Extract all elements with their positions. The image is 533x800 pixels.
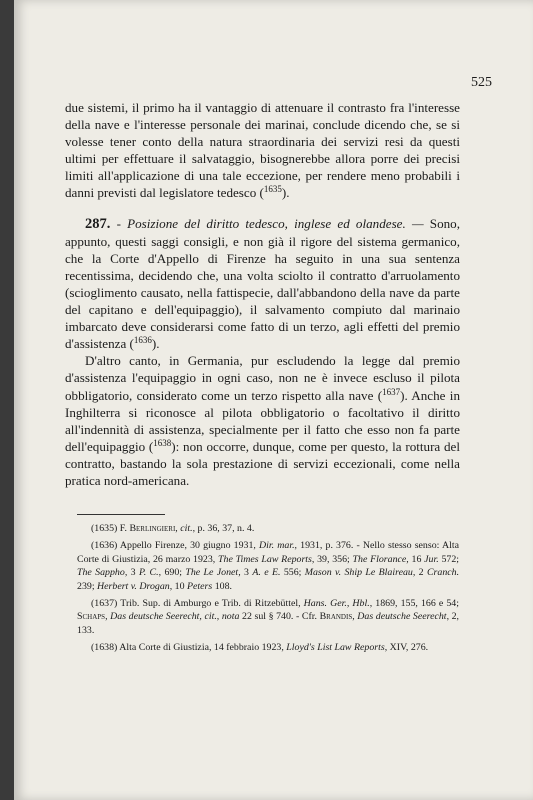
paragraph-1: due sistemi, il primo ha il vantaggio di attenuare il contrasto fra l'interesse della nave e l'interesse personale dei marinai, conclude dicendo che, se si volesse tener conto della natura straordinaria dei servizi resi da questi ultimi per effettuare il salvataggio, bisognerebbe allora porre dei precisi limiti all'applicazione di una tale eccezione, per rendere meno probabili i danni previsti dal legislatore tedesco ($^{1635}$). (65, 100, 460, 201)
footnotes (77, 522, 459, 659)
paragraph-2: 287. - Posizione del diritto tedesco, inglese ed olandese. — Sono, appunto, questi saggi consigli, e non già il rigore del sistema germanico, che la Corte d'Appello di Firenze ha seguito in una sua sentenza recentissima, decidendo che, una volta sciolto il contratto d'arruolamento (scioglimento causato, nella fattispecie, dall'abbandono della nave da parte del capitano e dell'equipaggio), il salvamento compiuto dal marinaio imbarcato deve considerarsi come fatto di un terzo, agli effetti del premio d'assistenza ($^{1636}$). (65, 215, 460, 352)
section-title: - Posizione del diritto tedesco, inglese ed olandese. — (116, 215, 424, 231)
footnote-ref-1638: 1638 (153, 437, 172, 448)
paragraph-3: D'altro canto, in Germania, pur escludendo la legge dal premio d'assistenza l'equipaggio in ogni caso, non ne è invece escluso il pilota obbligatorio, considerato come un terzo rispetto alla nave ($^{1637}$). Anche in Inghilterra si riconosce al pilota obbligatorio o facoltativo il diritto all'indennità di assistenza, specialmente per il fatto che esso non fa parte dell'equipaggio ($^{1638}$): non occorre, dunque, come per questo, la rottura del contratto, bastando la sola prestazione di servizi eccezionali, come nella pratica nord-americana. (65, 353, 460, 488)
footnote-rule (77, 514, 165, 515)
footnote-1635: (1635) F. Berlingieri, cit., p. 36, 37, n. 4. (91, 523, 255, 534)
footnote-ref-1636: 1636 (133, 335, 152, 346)
footnote-ref-1635: 1635 (263, 184, 282, 195)
page-number: 525 (471, 75, 492, 90)
footnote-1638: (1638) Alta Corte di Giustizia, 14 febbraio 1923, Lloyd's List Law Reports, XIV, 276. (91, 642, 429, 654)
footnote-ref-1637: 1637 (382, 386, 401, 397)
book-page (14, 0, 533, 800)
footnote-1637: (1637) Trib. Sup. di Amburgo e Trib. di Ritzebüttel, Hans. Ger., Hbl., 1869, 155, 166 e 54; Schaps, Das deutsche Seerecht, cit., nota 22 sul § 740. - Cfr. Brandis, Das deutsche Seerecht, 2, 133. (77, 598, 460, 636)
main-text (65, 99, 460, 489)
section-number: 287. (85, 215, 111, 232)
footnote-1636: (1636) Appello Firenze, 30 giugno 1931, Dir. mar., 1931, p. 376. - Nello stesso senso: Alta Corte di Giustizia, 26 marzo 1923, The Times Law Reports, 39, 356; The Florance, 16 Jur. 572; The Sappho, 3 P. C., 690; The Le Jonet, 3 A. e E. 556; Mason v. Ship Le Blaireau, 2 Cranch. 239; Herbert v. Drogan, 10 Peters 108. (77, 540, 460, 592)
